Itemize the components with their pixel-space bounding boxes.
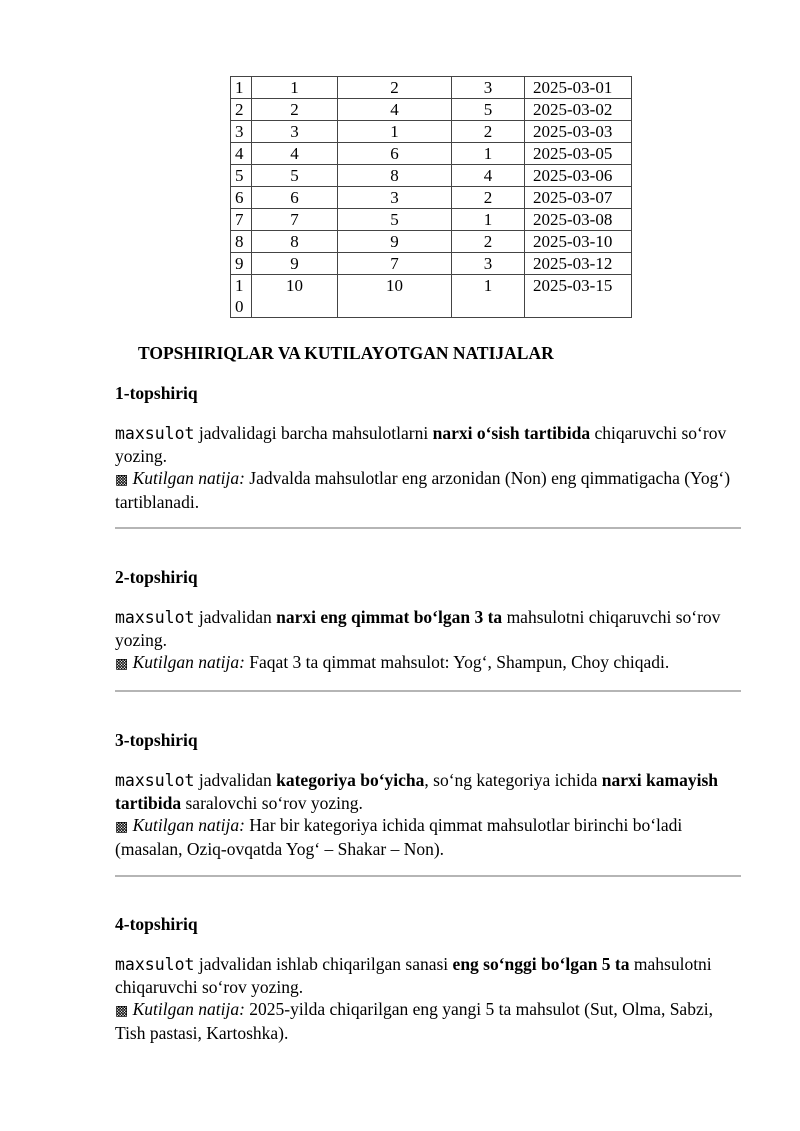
table-cell: 5 xyxy=(338,209,452,231)
table-cell: 1 xyxy=(452,143,525,165)
table-cell: 2 xyxy=(452,121,525,143)
task-description xyxy=(115,422,745,467)
table-cell: 2025-03-07 xyxy=(525,187,632,209)
result-label: Kutilgan natija: xyxy=(132,468,245,488)
table-name-code: maxsulot xyxy=(115,771,195,790)
expected-result xyxy=(115,998,745,1044)
task-title: 4-topshiriq xyxy=(115,914,198,934)
table-cell: 5 xyxy=(231,165,252,187)
table-cell: 4 xyxy=(252,143,338,165)
result-label: Kutilgan natija: xyxy=(132,815,245,835)
result-text: 2025-yilda chiqarilgan eng yangi 5 ta mahsulot (Sut, Olma, Sabzi, Tish pastasi, Kartoshka). xyxy=(115,999,713,1043)
table-row xyxy=(231,165,632,187)
table-row xyxy=(231,231,632,253)
expected-result xyxy=(115,651,745,675)
table-cell: 9 xyxy=(252,253,338,275)
text: mahsulotni chiqaruvchi so‘rov yozing. xyxy=(115,954,712,997)
table-name-code: maxsulot xyxy=(115,955,195,974)
emphasis: narxi o‘sish tartibida xyxy=(432,423,591,443)
task-description xyxy=(115,606,745,651)
table-cell: 1 xyxy=(338,121,452,143)
table-cell: 2 xyxy=(338,77,452,99)
text: saralovchi so‘rov yozing. xyxy=(181,793,363,813)
task-1 xyxy=(115,382,745,513)
table-cell: 1 xyxy=(231,77,252,99)
table-cell: 1 xyxy=(452,209,525,231)
task-title: 3-topshiriq xyxy=(115,730,198,750)
text: jadvalidan ishlab chiqarilgan sanasi xyxy=(194,954,453,974)
checkbox-pattern-icon: ▩ xyxy=(115,1003,129,1019)
table-cell: 10 xyxy=(338,275,452,318)
emphasis: eng so‘nggi bo‘lgan 5 ta xyxy=(452,954,630,974)
table-cell: 2025-03-05 xyxy=(525,143,632,165)
divider xyxy=(115,875,741,877)
emphasis: kategoriya bo‘yicha xyxy=(276,770,425,790)
table-row xyxy=(231,121,632,143)
table-cell: 8 xyxy=(338,165,452,187)
table-name-code: maxsulot xyxy=(115,424,195,443)
text: , so‘ng kategoriya ichida xyxy=(424,770,602,790)
expected-result xyxy=(115,467,745,513)
table-cell: 2025-03-02 xyxy=(525,99,632,121)
text: chiqaruvchi so‘rov yozing. xyxy=(115,423,727,466)
text: mahsulotni chiqaruvchi so‘rov yozing. xyxy=(115,607,721,650)
table-cell: 2025-03-01 xyxy=(525,77,632,99)
emphasis: narxi eng qimmat bo‘lgan 3 ta xyxy=(276,607,503,627)
table-cell: 1 xyxy=(252,77,338,99)
divider xyxy=(115,527,741,529)
table-row xyxy=(231,275,632,318)
result-label: Kutilgan natija: xyxy=(132,999,245,1019)
table-cell: 5 xyxy=(452,99,525,121)
section-title: TOPSHIRIQLAR VA KUTILAYOTGAN NATIJALAR xyxy=(138,343,554,363)
task-3 xyxy=(115,729,745,860)
table-cell: 2025-03-08 xyxy=(525,209,632,231)
task-title: 2-topshiriq xyxy=(115,567,198,587)
table-row xyxy=(231,99,632,121)
result-text: Faqat 3 ta qimmat mahsulot: Yog‘, Shampun, Choy chiqadi. xyxy=(244,652,670,672)
table-cell: 2 xyxy=(452,231,525,253)
table-row xyxy=(231,253,632,275)
table-cell: 4 xyxy=(338,99,452,121)
text: jadvalidagi barcha mahsulotlarni xyxy=(194,423,433,443)
table-cell: 7 xyxy=(252,209,338,231)
divider xyxy=(115,690,741,692)
table-cell: 6 xyxy=(252,187,338,209)
table-cell: 10 xyxy=(231,275,252,318)
table-cell: 6 xyxy=(231,187,252,209)
expected-result xyxy=(115,814,745,860)
table-cell: 3 xyxy=(338,187,452,209)
table-cell: 3 xyxy=(452,77,525,99)
table-cell: 5 xyxy=(252,165,338,187)
table-cell: 2025-03-12 xyxy=(525,253,632,275)
task-description xyxy=(115,769,745,814)
table-cell: 4 xyxy=(452,165,525,187)
table-row xyxy=(231,143,632,165)
table-row xyxy=(231,209,632,231)
table-cell: 3 xyxy=(231,121,252,143)
task-4 xyxy=(115,913,745,1044)
table-cell: 6 xyxy=(338,143,452,165)
table-cell: 3 xyxy=(452,253,525,275)
table-name-code: maxsulot xyxy=(115,608,195,627)
table-cell: 2025-03-06 xyxy=(525,165,632,187)
checkbox-pattern-icon: ▩ xyxy=(115,656,129,672)
task-2 xyxy=(115,566,745,675)
checkbox-pattern-icon: ▩ xyxy=(115,472,129,488)
data-table xyxy=(230,76,632,318)
emphasis: narxi kamayish tartibida xyxy=(115,770,718,813)
table-row xyxy=(231,77,632,99)
table-cell: 10 xyxy=(252,275,338,318)
table-cell: 2 xyxy=(252,99,338,121)
table-cell: 7 xyxy=(338,253,452,275)
checkbox-pattern-icon: ▩ xyxy=(115,819,129,835)
task-title: 1-topshiriq xyxy=(115,383,198,403)
table-cell: 8 xyxy=(252,231,338,253)
table-cell: 7 xyxy=(231,209,252,231)
table-cell: 4 xyxy=(231,143,252,165)
table-cell: 2 xyxy=(231,99,252,121)
table-cell: 8 xyxy=(231,231,252,253)
result-text: Jadvalda mahsulotlar eng arzonidan (Non) eng qimmatigacha (Yog‘) tartiblanadi. xyxy=(115,468,731,512)
result-label: Kutilgan natija: xyxy=(132,652,245,672)
table-cell: 2025-03-03 xyxy=(525,121,632,143)
task-description xyxy=(115,953,745,998)
table-cell: 9 xyxy=(231,253,252,275)
table-cell: 2 xyxy=(452,187,525,209)
text: jadvalidan xyxy=(194,607,277,627)
table-cell: 3 xyxy=(252,121,338,143)
table-cell: 1 xyxy=(452,275,525,318)
table-cell: 2025-03-10 xyxy=(525,231,632,253)
table-cell: 2025-03-15 xyxy=(525,275,632,318)
table-cell: 9 xyxy=(338,231,452,253)
table-row xyxy=(231,187,632,209)
result-text: Har bir kategoriya ichida qimmat mahsulotlar birinchi bo‘ladi (masalan, Oziq-ovqatda Yog‘ – Shakar – Non). xyxy=(115,815,683,859)
text: jadvalidan xyxy=(194,770,277,790)
